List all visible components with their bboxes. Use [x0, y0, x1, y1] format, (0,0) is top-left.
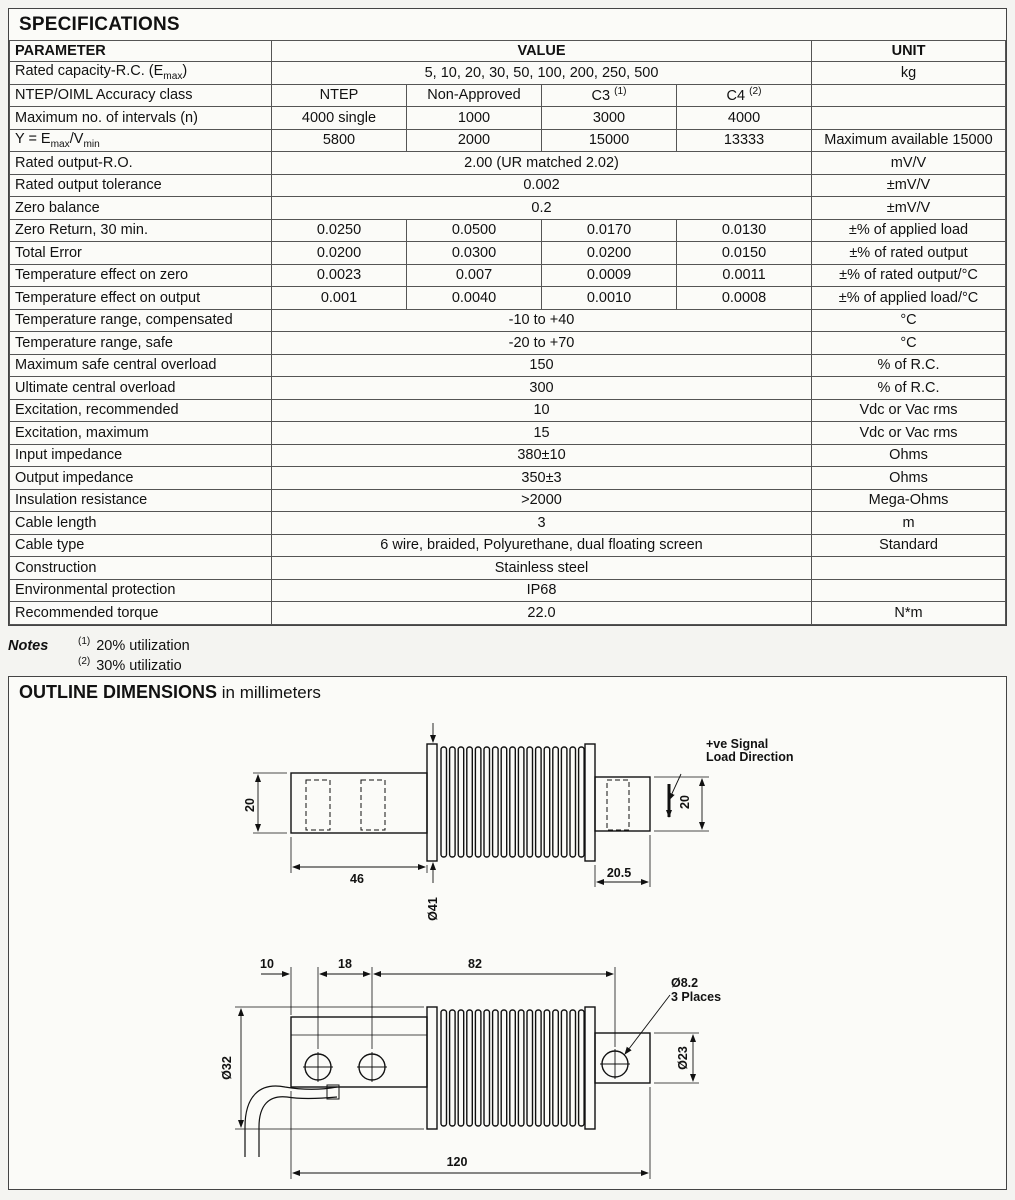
- bellows-flange-left: [427, 744, 437, 861]
- parameter-text: Temperature effect on output: [15, 289, 201, 306]
- bellows-fin: [484, 747, 490, 857]
- value-cell: 15000: [542, 129, 677, 152]
- bellows-fin: [458, 1010, 464, 1126]
- table-row: [10, 309, 1006, 332]
- table-row: [10, 264, 1006, 287]
- parameter-text: Zero Return, 30 min.: [15, 222, 148, 239]
- note-text: 30% utilizatio: [96, 657, 182, 674]
- parameter-text: Construction: [15, 559, 97, 576]
- value-cell: 0.0200: [272, 242, 407, 265]
- hole-diameter-label: Ø8.2: [671, 976, 699, 990]
- value-cell: 0.0150: [677, 242, 812, 265]
- unit-cell: Standard: [812, 534, 1006, 557]
- bellows-fin: [441, 747, 447, 857]
- notes-label: Notes: [8, 637, 49, 654]
- note-row-1: [8, 632, 190, 652]
- hidden-hole-outline: [361, 780, 385, 830]
- parameter-text: max: [163, 71, 183, 83]
- unit-cell: kg: [812, 62, 1006, 85]
- parameter-cell: [10, 512, 272, 535]
- table-row: [10, 107, 1006, 130]
- dim-18: 18: [338, 957, 352, 971]
- bellows-fin: [484, 1010, 490, 1126]
- bellows-fin: [561, 747, 567, 857]
- value-cell: C3 $^{(1)}$: [542, 84, 677, 107]
- value-cell: 5800: [272, 129, 407, 152]
- table-row: [10, 287, 1006, 310]
- parameter-text: Y = E: [15, 130, 51, 147]
- unit-cell: N*m: [812, 602, 1006, 625]
- unit-cell: mV/V: [812, 152, 1006, 175]
- unit-cell: % of R.C.: [812, 354, 1006, 377]
- value-cell: 22.0: [272, 602, 812, 625]
- unit-cell: Maximum available 15000: [812, 129, 1006, 152]
- value-cell: 300: [272, 377, 812, 400]
- header-value: VALUE: [272, 41, 812, 62]
- parameter-text: NTEP/OIML Accuracy class: [15, 87, 193, 104]
- bellows-fin: [536, 1010, 542, 1126]
- bellows-fins: [441, 747, 584, 857]
- value-cell: 350±3: [272, 467, 812, 490]
- parameter-cell: [10, 444, 272, 467]
- unit-cell: m: [812, 512, 1006, 535]
- bellows-fin: [467, 747, 473, 857]
- parameter-text: Cable type: [15, 537, 85, 554]
- value-cell: 10: [272, 399, 812, 422]
- value-cell: 0.0040: [407, 287, 542, 310]
- value-cell: 0.0200: [542, 242, 677, 265]
- unit-cell: ±% of rated output: [812, 242, 1006, 265]
- dim-height-left: 20: [243, 798, 257, 812]
- value-cell: 0.0008: [677, 287, 812, 310]
- unit-cell: Vdc or Vac rms: [812, 422, 1006, 445]
- table-row: [10, 489, 1006, 512]
- unit-cell: °C: [812, 332, 1006, 355]
- bellows-fin: [475, 1010, 481, 1126]
- dim-120: 120: [446, 1155, 468, 1169]
- parameter-text: Zero balance: [15, 199, 100, 216]
- dim-dia23: Ø23: [676, 1046, 690, 1070]
- value-cell: >2000: [272, 489, 812, 512]
- value-cell: 2000: [407, 129, 542, 152]
- parameter-text: Cable length: [15, 514, 97, 531]
- parameter-text: Temperature range, compensated: [15, 312, 233, 329]
- value-cell: 0.001: [272, 287, 407, 310]
- value-cell: -20 to +70: [272, 332, 812, 355]
- bellows-fin: [561, 1010, 567, 1126]
- bellows-flange-right: [585, 744, 595, 861]
- table-row: [10, 534, 1006, 557]
- parameter-text: Temperature effect on zero: [15, 267, 189, 284]
- table-row: [10, 129, 1006, 152]
- value-cell: 5, 10, 20, 30, 50, 100, 200, 250, 500: [272, 62, 812, 85]
- mounting-hole: [357, 1052, 387, 1082]
- unit-cell: [812, 84, 1006, 107]
- dim-46: 46: [350, 872, 364, 886]
- value-cell: NTEP: [272, 84, 407, 107]
- parameter-cell: [10, 152, 272, 175]
- side-flange-left: [427, 1007, 437, 1129]
- unit-cell: Ohms: [812, 444, 1006, 467]
- bellows-fin: [450, 747, 456, 857]
- hidden-hole-outline: [306, 780, 330, 830]
- parameter-text: Insulation resistance: [15, 492, 148, 509]
- value-cell: 0.007: [407, 264, 542, 287]
- side-view: [235, 967, 699, 1179]
- parameter-text: Total Error: [15, 244, 82, 261]
- parameter-cell: [10, 309, 272, 332]
- parameter-cell: [10, 107, 272, 130]
- header-parameter: PARAMETER: [10, 41, 272, 62]
- bellows-fin: [475, 747, 481, 857]
- bellows-fin: [510, 1010, 516, 1126]
- table-row: [10, 422, 1006, 445]
- value-cell: 4000 single: [272, 107, 407, 130]
- parameter-cell: [10, 354, 272, 377]
- value-cell: 0.0130: [677, 219, 812, 242]
- table-row: [10, 219, 1006, 242]
- bellows-fin: [544, 1010, 550, 1126]
- bellows-fin: [441, 1010, 447, 1126]
- table-row: [10, 152, 1006, 175]
- parameter-cell: [10, 287, 272, 310]
- value-cell: 15: [272, 422, 812, 445]
- parameter-text: Rated output-R.O.: [15, 154, 133, 171]
- outline-title-main: OUTLINE DIMENSIONS: [19, 682, 218, 702]
- value-cell: Non-Approved: [407, 84, 542, 107]
- bellows-fin: [579, 1010, 585, 1126]
- parameter-text: ): [182, 63, 188, 80]
- parameter-cell: [10, 174, 272, 197]
- value-cell: 0.0250: [272, 219, 407, 242]
- specifications-title: SPECIFICATIONS: [19, 14, 180, 35]
- parameter-cell: [10, 557, 272, 580]
- unit-cell: ±% of rated output/°C: [812, 264, 1006, 287]
- parameter-cell: [10, 84, 272, 107]
- unit-cell: Vdc or Vac rms: [812, 399, 1006, 422]
- value-cell: 3: [272, 512, 812, 535]
- table-row: [10, 174, 1006, 197]
- parameter-cell: [10, 534, 272, 557]
- parameter-text: Rated capacity-R.C. (E: [15, 63, 164, 80]
- value-cell: 150: [272, 354, 812, 377]
- specifications-panel: [8, 8, 1007, 626]
- signal-label: +ve Signal: [706, 737, 769, 751]
- value-cell: 13333: [677, 129, 812, 152]
- unit-cell: [812, 107, 1006, 130]
- value-cell: 0.2: [272, 197, 812, 220]
- parameter-cell: [10, 264, 272, 287]
- top-view: [253, 723, 709, 887]
- parameter-cell: [10, 219, 272, 242]
- value-cell: IP68: [272, 579, 812, 602]
- table-row: [10, 557, 1006, 580]
- specifications-table: [9, 40, 1006, 625]
- dim-82: 82: [468, 957, 482, 971]
- bellows-fin: [467, 1010, 473, 1126]
- parameter-text: Ultimate central overload: [15, 379, 176, 396]
- left-mount-block: [291, 773, 427, 833]
- parameter-text: Temperature range, safe: [15, 334, 173, 351]
- bellows-fin: [553, 1010, 559, 1126]
- bellows-fin: [536, 747, 542, 857]
- parameter-text: Rated output tolerance: [15, 177, 162, 194]
- value-cell: 6 wire, braided, Polyurethane, dual floating screen: [272, 534, 812, 557]
- table-row: [10, 467, 1006, 490]
- side-left-block: [291, 1017, 427, 1087]
- parameter-text: Output impedance: [15, 469, 134, 486]
- value-cell: 0.0500: [407, 219, 542, 242]
- table-row: [10, 242, 1006, 265]
- note-mark: (1): [78, 636, 91, 647]
- parameter-cell: [10, 422, 272, 445]
- value-cell: 380±10: [272, 444, 812, 467]
- hidden-hole-outline: [607, 780, 629, 830]
- table-row: [10, 399, 1006, 422]
- parameter-cell: [10, 377, 272, 400]
- bellows-fin: [527, 1010, 533, 1126]
- value-cell: 0.0170: [542, 219, 677, 242]
- table-row: [10, 602, 1006, 625]
- parameter-cell: [10, 602, 272, 625]
- unit-cell: ±% of applied load/°C: [812, 287, 1006, 310]
- table-row: [10, 197, 1006, 220]
- value-cell: 3000: [542, 107, 677, 130]
- parameter-cell: [10, 242, 272, 265]
- parameter-text: Recommended torque: [15, 604, 159, 621]
- side-flange-right: [585, 1007, 595, 1129]
- unit-cell: [812, 557, 1006, 580]
- unit-cell: Mega-Ohms: [812, 489, 1006, 512]
- parameter-cell: [10, 399, 272, 422]
- value-cell: 1000: [407, 107, 542, 130]
- value-cell: 0.0300: [407, 242, 542, 265]
- table-row: [10, 354, 1006, 377]
- bellows-fin: [510, 747, 516, 857]
- note-text: 20% utilization: [96, 637, 190, 654]
- parameter-text: Excitation, maximum: [15, 424, 149, 441]
- parameter-cell: [10, 467, 272, 490]
- value-cell: 0.0009: [542, 264, 677, 287]
- outline-title-units: in millimeters: [217, 683, 321, 702]
- bellows-fin: [501, 747, 507, 857]
- table-row: [10, 62, 1006, 85]
- unit-cell: % of R.C.: [812, 377, 1006, 400]
- table-row: [10, 84, 1006, 107]
- bellows-fin: [493, 747, 499, 857]
- note-mark: (2): [78, 656, 91, 667]
- unit-cell: °C: [812, 309, 1006, 332]
- value-cell: Stainless steel: [272, 557, 812, 580]
- side-bellows-fins: [441, 1010, 584, 1126]
- note-row-2: [8, 652, 190, 672]
- bellows-fin: [553, 747, 559, 857]
- bellows-fin: [570, 747, 576, 857]
- dimension-drawing: [9, 677, 1006, 1189]
- outline-dimensions-panel: [8, 676, 1007, 1190]
- value-cell: C4 $^{(2)}$: [677, 84, 812, 107]
- notes: [8, 632, 190, 672]
- bellows-fin: [579, 747, 585, 857]
- dim-20-5: 20.5: [606, 866, 632, 880]
- parameter-cell: [10, 489, 272, 512]
- table-row: [10, 444, 1006, 467]
- unit-cell: [812, 579, 1006, 602]
- unit-cell: ±mV/V: [812, 174, 1006, 197]
- dim-height-right: 20: [678, 795, 692, 809]
- dim-dia41: Ø41: [426, 897, 440, 921]
- parameter-text: /V: [69, 130, 84, 147]
- bellows-fin: [518, 747, 524, 857]
- bellows-fin: [458, 747, 464, 857]
- parameter-text: max: [50, 138, 70, 150]
- unit-cell: Ohms: [812, 467, 1006, 490]
- parameter-cell: [10, 332, 272, 355]
- header-unit: UNIT: [812, 41, 1006, 62]
- parameter-text: Excitation, recommended: [15, 402, 179, 419]
- parameter-text: Maximum safe central overload: [15, 357, 217, 374]
- bellows-fin: [544, 747, 550, 857]
- bellows-fin: [450, 1010, 456, 1126]
- value-cell: -10 to +40: [272, 309, 812, 332]
- table-row: [10, 332, 1006, 355]
- parameter-cell: [10, 197, 272, 220]
- unit-cell: ±mV/V: [812, 197, 1006, 220]
- table-row: [10, 512, 1006, 535]
- specifications-body: [10, 62, 1006, 625]
- parameter-text: Input impedance: [15, 447, 123, 464]
- value-cell: 0.002: [272, 174, 812, 197]
- unit-cell: ±% of applied load: [812, 219, 1006, 242]
- dim-10: 10: [260, 957, 274, 971]
- parameter-cell: [10, 62, 272, 85]
- hole-count-label: 3 Places: [671, 990, 722, 1004]
- table-row: [10, 377, 1006, 400]
- parameter-cell: [10, 129, 272, 152]
- table-header-row: [10, 41, 1006, 62]
- value-cell: 0.0023: [272, 264, 407, 287]
- dim-dia32: Ø32: [220, 1056, 234, 1080]
- parameter-cell: [10, 579, 272, 602]
- value-cell: 0.0011: [677, 264, 812, 287]
- table-row: [10, 579, 1006, 602]
- value-cell: 2.00 (UR matched 2.02): [272, 152, 812, 175]
- bellows-fin: [501, 1010, 507, 1126]
- parameter-text: Environmental protection: [15, 582, 176, 599]
- right-mount-block: [595, 777, 650, 831]
- parameter-text: Maximum no. of intervals (n): [15, 109, 198, 126]
- bellows-fin: [570, 1010, 576, 1126]
- bellows-fin: [493, 1010, 499, 1126]
- value-cell: 0.0010: [542, 287, 677, 310]
- value-cell: 4000: [677, 107, 812, 130]
- mounting-hole: [303, 1052, 333, 1082]
- bellows-fin: [527, 747, 533, 857]
- parameter-text: min: [83, 138, 100, 150]
- load-direction-label: Load Direction: [706, 750, 794, 764]
- bellows-fin: [518, 1010, 524, 1126]
